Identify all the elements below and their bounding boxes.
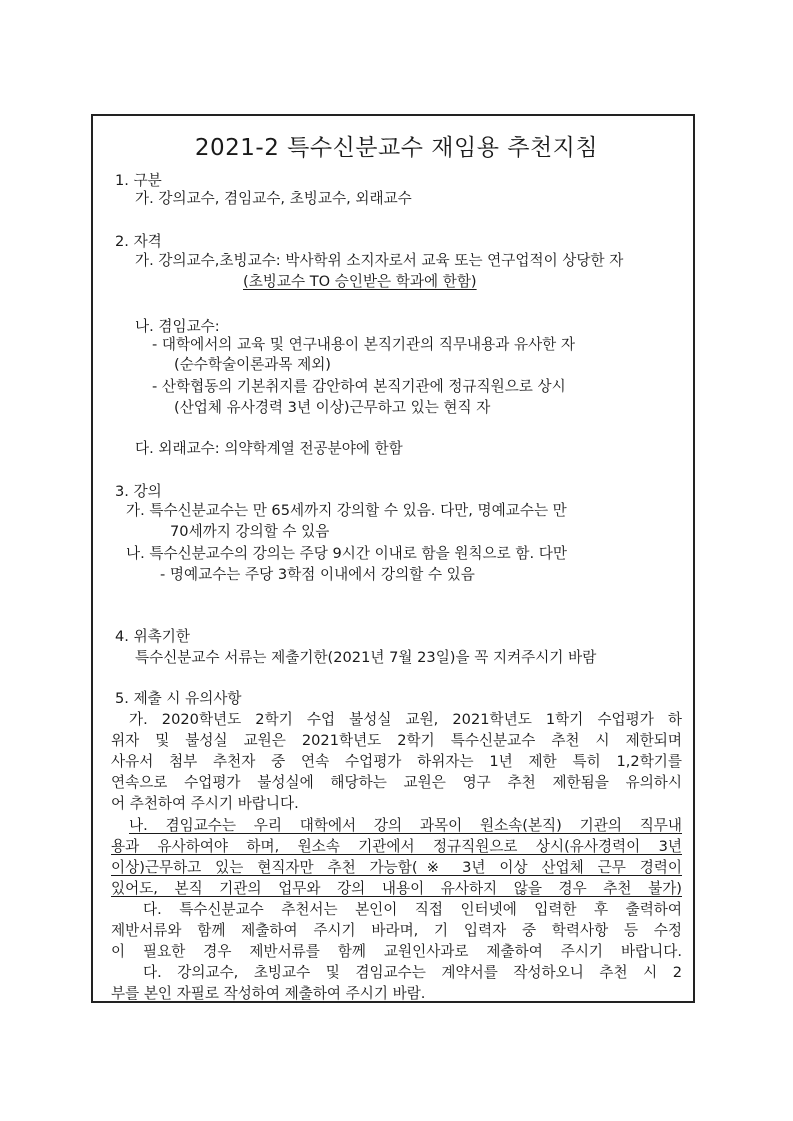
section-3-item-a-cont: 70세까지 강의할 수 있음	[170, 523, 330, 540]
section-5-item-a-line: 연속으로 수업평가 불성실에 해당하는 교원은 영구 추천 제한됨을 유의하시	[111, 774, 682, 791]
section-4-heading: 4. 위촉기한	[115, 628, 190, 645]
section-2-heading: 2. 자격	[115, 233, 162, 250]
section-1-heading: 1. 구분	[115, 172, 162, 189]
section-5-item-b-line: 있어도, 본직 기관의 업무와 강의 내용이 유사하지 않을 경우 추천 불가)	[111, 880, 682, 897]
section-5-item-c-line: 다. 특수신분교수 추천서는 본인이 직접 인터넷에 입력한 후 출력하여	[143, 901, 682, 918]
section-3-item-b: 나. 특수신분교수의 강의는 주당 9시간 이내로 함을 원칙으로 함. 다만	[126, 545, 567, 562]
section-2-item-b1: - 대학에서의 교육 및 연구내용이 본직기관의 직무내용과 유사한 자	[152, 336, 576, 353]
document-title: 2021-2 특수신분교수 재임용 추천지침	[194, 135, 599, 161]
section-5-item-b-line: 나. 겸임교수는 우리 대학에서 강의 과목이 원소속(본직) 기관의 직무내	[129, 817, 682, 834]
section-5-item-b-line: 이상)근무하고 있는 현직자만 추천 가능함(※ 3년 이상 산업체 근무 경력이	[111, 859, 682, 876]
section-4-text: 특수신분교수 서류는 제출기한(2021년 7월 23일)을 꼭 지켜주시기 바람	[135, 649, 597, 666]
section-5-item-a-line: 어 추천하여 주시기 바랍니다.	[111, 795, 299, 812]
section-3-heading: 3. 강의	[115, 483, 162, 500]
section-3-item-a: 가. 특수신분교수는 만 65세까지 강의할 수 있음. 다만, 명예교수는 만	[126, 502, 567, 519]
section-2-item-b1-note: (순수학술이론과목 제외)	[174, 356, 332, 373]
section-5-item-a-line: 위자 및 불성실 교원은 2021학년도 2학기 특수신분교수 추천 시 제한되며	[111, 732, 682, 749]
section-5-heading: 5. 제출 시 유의사항	[115, 690, 242, 707]
section-5-item-d-line: 부를 본인 자필로 작성하여 제출하여 주시기 바람.	[111, 985, 426, 1002]
section-5-item-a-line: 사유서 첨부 추천자 중 연속 수업평가 하위자는 1년 제한 특히 1,2학기를	[111, 753, 682, 770]
section-1-item-a: 가. 강의교수, 겸임교수, 초빙교수, 외래교수	[135, 190, 412, 207]
section-5-item-c-line: 이 필요한 경우 제반서류를 함께 교원인사과로 제출하여 주시기 바랍니다.	[111, 943, 682, 960]
section-2-item-a-note: (초빙교수 TO 승인받은 학과에 한함)	[243, 273, 477, 290]
section-2-item-b2-cont: (산업체 유사경력 3년 이상)근무하고 있는 현직 자	[174, 399, 491, 416]
section-5-item-c-line: 제반서류와 함께 제출하여 주시기 바라며, 기 입력자 중 학력사항 등 수정	[111, 922, 682, 939]
section-2-item-b: 나. 겸임교수:	[135, 318, 220, 335]
section-2-item-c: 다. 외래교수: 의약학계열 전공분야에 한함	[135, 440, 403, 457]
section-5-item-b-line: 용과 유사하여야 하며, 원소속 기관에서 정규직원으로 상시(유사경력이 3년	[111, 838, 682, 855]
section-3-item-b-cont: - 명예교수는 주당 3학점 이내에서 강의할 수 있음	[160, 566, 475, 583]
section-5-item-d-line: 다. 강의교수, 초빙교수 및 겸임교수는 계약서를 작성하오니 추천 시 2	[143, 964, 682, 981]
section-5-item-a-line: 가. 2020학년도 2학기 수업 불성실 교원, 2021학년도 1학기 수업평가 하	[129, 711, 682, 728]
section-2-item-a: 가. 강의교수,초빙교수: 박사학위 소지자로서 교육 또는 연구업적이 상당한 자	[135, 252, 624, 269]
section-2-item-b2: - 산학협동의 기본취지를 감안하여 본직기관에 정규직원으로 상시	[152, 378, 566, 395]
